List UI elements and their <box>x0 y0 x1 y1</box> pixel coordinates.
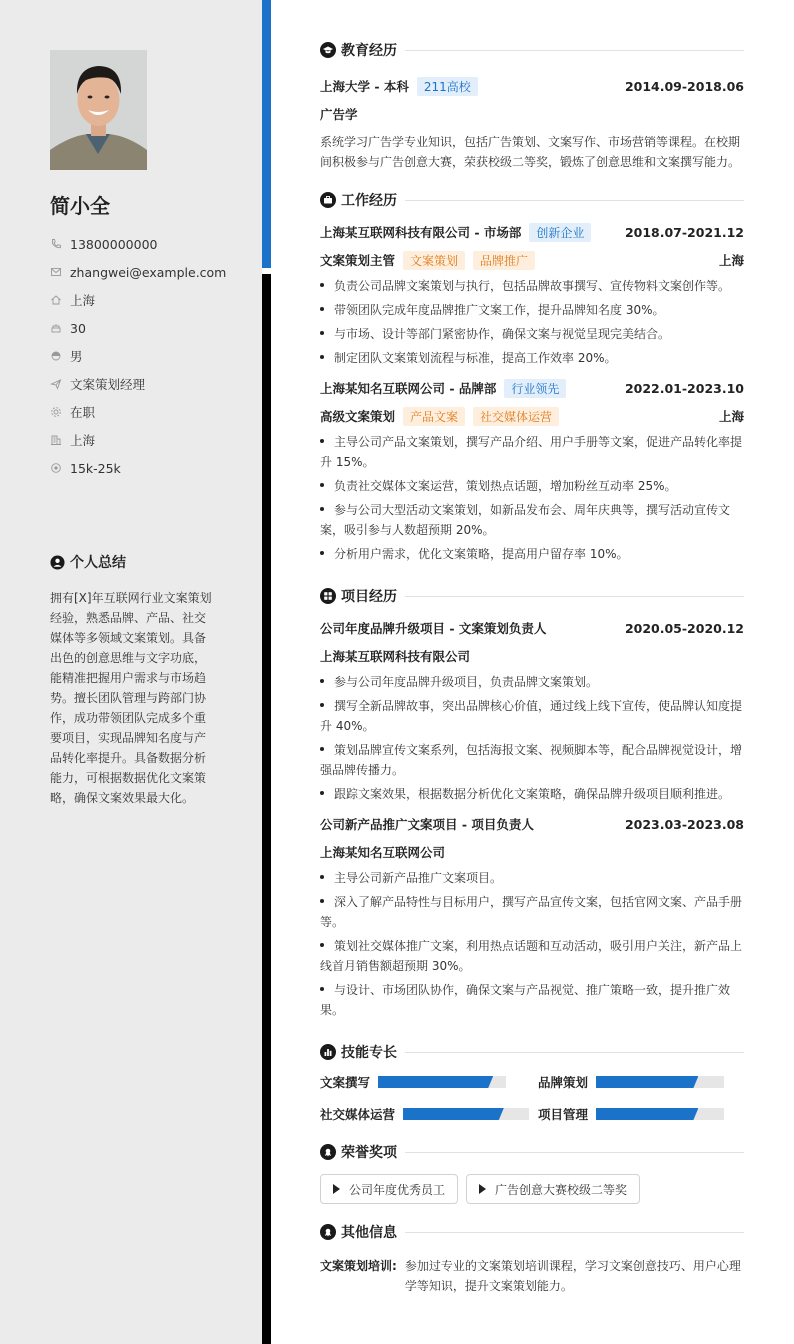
briefcase-icon <box>320 192 336 208</box>
divider <box>405 596 744 597</box>
home-icon <box>50 294 62 306</box>
company-tag: 创新企业 <box>529 223 591 242</box>
project-item <box>320 810 744 1020</box>
play-icon <box>333 1184 340 1194</box>
awards-heading <box>320 1142 744 1162</box>
awards-title: 荣誉奖项 <box>341 1145 397 1161</box>
education-date: 2014.09-2018.06 <box>624 78 744 94</box>
divider <box>405 1232 744 1233</box>
project-date: 2023.03-2023.08 <box>624 816 744 832</box>
job-city: 上海 <box>718 253 744 268</box>
profile-name: 简小全 <box>50 194 110 218</box>
bullet-item: 策划品牌宣传文案系列，包括海报文案、视频脚本等，配合品牌视觉设计，增强品牌传播力。 <box>320 743 743 777</box>
bar-chart-icon <box>320 1044 336 1060</box>
bullet-item: 负责公司品牌文案策划与执行，包括品牌故事撰写、宣传物料文案创作等。 <box>320 276 744 296</box>
bullet-item: 参与公司大型活动文案策划，如新品发布会、周年庆典等，撰写活动宣传文案，吸引参与人数超预期 20%。 <box>320 503 731 537</box>
job-city: 上海 <box>718 409 744 424</box>
phone-text: 13800000000 <box>70 236 158 252</box>
award-badge: 公司年度优秀员工 <box>320 1174 458 1204</box>
education-heading <box>320 40 744 60</box>
accent-strip-black <box>262 274 271 1344</box>
education-title: 教育经历 <box>341 43 397 59</box>
bullet-item: 与市场、设计等部门紧密协作，确保文案与视觉呈现完美结合。 <box>320 324 744 344</box>
project-date: 2020.05-2020.12 <box>624 620 744 636</box>
gender-text: 男 <box>70 349 83 364</box>
project-org: 上海某知名互联网公司 <box>320 845 446 860</box>
divider <box>405 1152 744 1153</box>
bullet-item: 主导公司新产品推广文案项目。 <box>320 868 744 888</box>
info-position <box>50 370 226 398</box>
email-text: zhangwei@example.com <box>70 264 227 280</box>
skill-bar-fill <box>596 1076 698 1088</box>
work-heading <box>320 190 744 210</box>
major: 广告学 <box>320 107 358 122</box>
divider <box>405 50 744 51</box>
grid-icon <box>320 588 336 604</box>
age-icon <box>50 322 62 334</box>
sidebar <box>0 0 262 1344</box>
age-text: 30 <box>70 320 86 336</box>
city-text: 上海 <box>70 433 96 448</box>
award-icon <box>320 1144 336 1160</box>
divider <box>405 200 744 201</box>
other-info-row <box>320 1256 744 1296</box>
education-row <box>320 72 744 100</box>
status-text: 在职 <box>70 405 96 420</box>
info-age <box>50 314 226 342</box>
job-bullets <box>320 276 744 368</box>
work-title: 工作经历 <box>341 193 397 209</box>
skill-bar-fill <box>596 1108 698 1120</box>
phone-icon <box>50 238 62 250</box>
project-item <box>320 614 744 804</box>
bullet-item: 撰写全新品牌故事，突出品牌核心价值，通过线上线下宣传，使品牌认知度提升 40%。 <box>320 699 743 733</box>
skill-name: 文案撰写 <box>320 1075 371 1090</box>
info-icon <box>320 1224 336 1240</box>
other-heading <box>320 1222 744 1242</box>
info-status <box>50 398 226 426</box>
bullet-item: 分析用户需求，优化文案策略，提高用户留存率 10%。 <box>320 544 744 564</box>
project-org-row <box>320 642 744 670</box>
info-location <box>50 286 226 314</box>
job-header <box>320 374 744 402</box>
other-label: 文案策划培训: <box>320 1259 397 1273</box>
info-email <box>50 258 226 286</box>
skill-bar <box>378 1076 506 1088</box>
project-name: 公司年度品牌升级项目 - 文案策划负责人 <box>320 621 547 636</box>
company-tag: 行业领先 <box>504 379 566 398</box>
role-tag: 品牌推广 <box>473 251 535 270</box>
info-city <box>50 426 226 454</box>
skill-bar-fill <box>378 1076 493 1088</box>
school-name: 上海大学 - 本科 <box>320 79 409 94</box>
salary-icon <box>50 462 62 474</box>
skills-heading <box>320 1042 744 1062</box>
status-icon <box>50 406 62 418</box>
job-role: 文案策划主管 <box>320 253 396 268</box>
bullet-item: 跟踪文案效果，根据数据分析优化文案策略，确保品牌升级项目顺利推进。 <box>320 784 744 804</box>
major-row <box>320 100 744 128</box>
graduation-cap-icon <box>320 42 336 58</box>
project-header <box>320 614 744 642</box>
job-role: 高级文案策划 <box>320 409 396 424</box>
project-org: 上海某互联网科技有限公司 <box>320 649 471 664</box>
skills-title: 技能专长 <box>341 1045 397 1061</box>
other-title: 其他信息 <box>341 1225 397 1241</box>
bullet-item: 参与公司年度品牌升级项目，负责品牌文案策划。 <box>320 672 744 692</box>
bullet-item: 制定团队文案策划流程与标准，提高工作效率 20%。 <box>320 348 744 368</box>
info-salary <box>50 454 226 482</box>
project-header <box>320 810 744 838</box>
accent-strip-blue <box>262 0 271 268</box>
project-bullets <box>320 672 744 804</box>
summary-title: 个人总结 <box>70 555 126 571</box>
education-desc: 系统学习广告学专业知识，包括广告策划、文案写作、市场营销等课程。在校期间积极参与广告创意大赛，荣获校级二等奖，锻炼了创意思维和文案撰写能力。 <box>320 135 741 169</box>
job-item <box>320 374 744 564</box>
projects-heading <box>320 586 744 606</box>
bullet-item: 负责社交媒体文案运营，策划热点话题，增加粉丝互动率 25%。 <box>320 476 744 496</box>
main-content <box>320 40 744 1296</box>
company-name: 上海某知名互联网公司 - 品牌部 <box>320 381 497 396</box>
salary-text: 15k-25k <box>70 460 121 476</box>
summary-heading <box>50 552 126 572</box>
skill-item <box>320 1072 538 1092</box>
job-date: 2018.07-2021.12 <box>624 224 744 240</box>
skill-bar <box>403 1108 529 1120</box>
info-phone <box>50 230 226 258</box>
play-icon <box>479 1184 486 1194</box>
bullet-item: 带领团队完成年度品牌推广文案工作，提升品牌知名度 30%。 <box>320 300 744 320</box>
skill-item <box>538 1104 744 1124</box>
divider <box>405 1052 744 1053</box>
company-name: 上海某互联网科技有限公司 - 市场部 <box>320 225 522 240</box>
skill-item <box>320 1104 538 1124</box>
job-role-row <box>320 246 744 274</box>
job-role-row <box>320 402 744 430</box>
project-name: 公司新产品推广文案项目 - 项目负责人 <box>320 817 534 832</box>
bullet-item: 主导公司产品文案策划，撰写产品介绍、用户手册等文案，促进产品转化率提升 15%。 <box>320 435 743 469</box>
job-bullets <box>320 432 744 564</box>
bullet-item: 策划社交媒体推广文案，利用热点话题和互动活动，吸引用户关注，新产品上线首月销售额超预期 30%。 <box>320 939 743 973</box>
skill-item <box>538 1072 744 1092</box>
job-date: 2022.01-2023.10 <box>624 380 744 396</box>
summary-text: 拥有[X]年互联网行业文案策划经验，熟悉品牌、产品、社交媒体等多领域文案策划。具备出色的创意思维与文字功底，能精准把握用户需求与市场趋势。擅长团队管理与跨部门协作，成功带领团队完成多个重要项目，实现品牌知名度与产品转化率提升。具备数据分析能力，可根据数据优化文案策略，确保文案效果最大化。 <box>50 591 212 805</box>
role-tag: 文案策划 <box>403 251 465 270</box>
project-org-row <box>320 838 744 866</box>
skill-bar-fill <box>403 1108 504 1120</box>
skills-grid <box>320 1072 744 1124</box>
user-icon <box>50 555 65 570</box>
info-gender <box>50 342 226 370</box>
skill-name: 社交媒体运营 <box>320 1107 396 1122</box>
contact-info-list <box>50 230 226 482</box>
bullet-item: 深入了解产品特性与目标用户，撰写产品宣传文案，包括官网文案、产品手册等。 <box>320 895 743 929</box>
building-icon <box>50 434 62 446</box>
send-icon <box>50 378 62 390</box>
bullet-item: 与设计、市场团队协作，确保文案与产品视觉、推广策略一致，提升推广效果。 <box>320 983 731 1017</box>
projects-title: 项目经历 <box>341 589 397 605</box>
project-bullets <box>320 868 744 1020</box>
skill-bar <box>596 1076 724 1088</box>
email-icon <box>50 266 62 278</box>
job-item <box>320 218 744 368</box>
awards-list <box>320 1174 744 1204</box>
gender-icon <box>50 350 62 362</box>
profile-photo <box>50 50 147 170</box>
role-tag: 社交媒体运营 <box>473 407 559 426</box>
location-text: 上海 <box>70 293 96 308</box>
skill-name: 项目管理 <box>538 1107 589 1122</box>
school-tag: 211高校 <box>417 77 478 96</box>
award-badge: 广告创意大赛校级二等奖 <box>466 1174 640 1204</box>
skill-name: 品牌策划 <box>538 1075 589 1090</box>
position-text: 文案策划经理 <box>70 377 146 392</box>
other-text: 参加过专业的文案策划培训课程，学习文案创意技巧、用户心理学等知识，提升文案策划能力。 <box>404 1259 741 1293</box>
role-tag: 产品文案 <box>403 407 465 426</box>
job-header <box>320 218 744 246</box>
skill-bar <box>596 1108 724 1120</box>
